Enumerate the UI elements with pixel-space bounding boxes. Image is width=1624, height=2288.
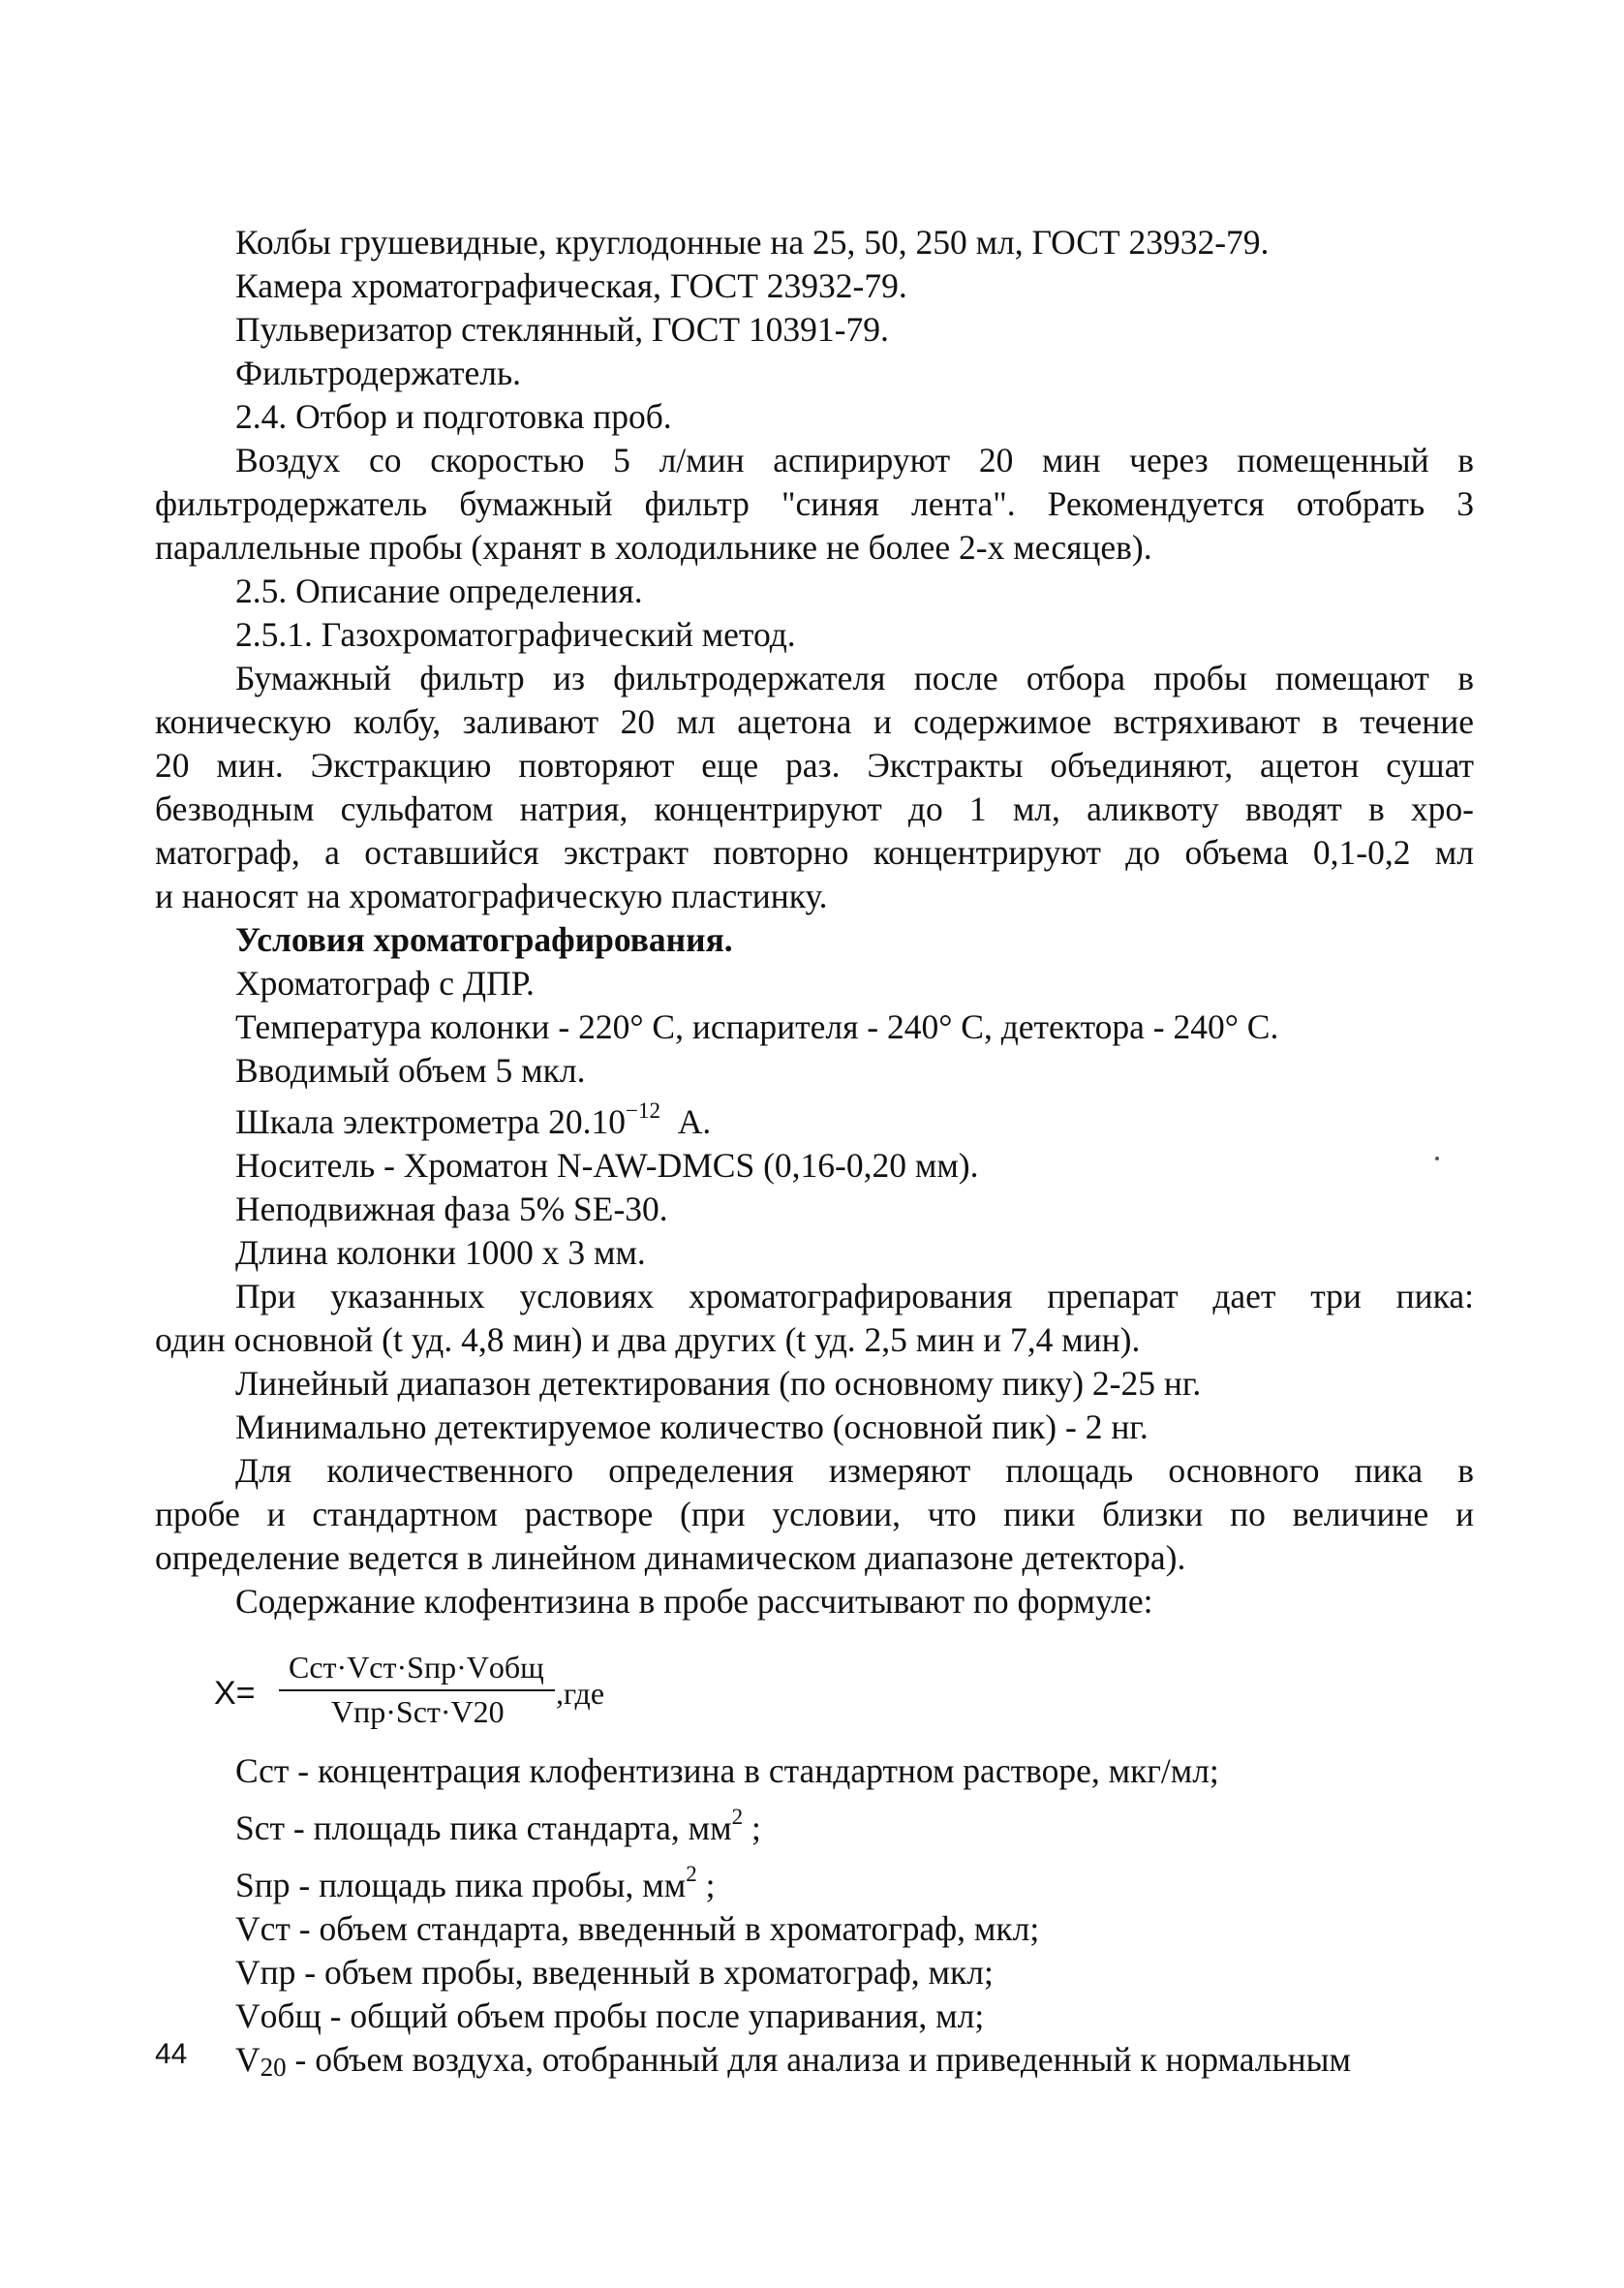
paragraph-line: определение ведется в линейном динамическом диапазоне детектора). — [155, 1538, 1186, 1577]
condition-line: Вводимый объем 5 мкл. — [235, 1051, 586, 1090]
legend-exponent: 2 — [686, 1862, 697, 1886]
section-heading-2-5: 2.5. Описание определения. — [235, 572, 643, 610]
paragraph-line: Содержание клофентизина в пробе рассчитывают по формуле: — [235, 1582, 1153, 1621]
formula-lhs: X= — [214, 1675, 256, 1712]
legend-exponent: 2 — [731, 1805, 744, 1829]
legend-tail: ; — [743, 1809, 761, 1847]
legend-line: Сст - концентрация клофентизина в стандартном растворе, мкг/мл; — [235, 1751, 1219, 1790]
paragraph-line: Бумажный фильтр из фильтродержателя после отбора пробы помещают в — [235, 659, 1474, 697]
conditions-heading: Условия хроматографирования. — [235, 920, 733, 959]
concentration-formula — [155, 1649, 1474, 1742]
equipment-line: Пульверизатор стеклянный, ГОСТ 10391-79. — [235, 310, 889, 349]
legend-line — [155, 1807, 1474, 1850]
paragraph-line: Воздух со скоростью 5 л/мин аспирируют 20 мин через помещенный в — [235, 441, 1474, 479]
legend-text: Sпр - площадь пика пробы, мм — [235, 1866, 687, 1904]
legend-text: Sст - площадь пика стандарта, мм — [235, 1809, 732, 1847]
legend-text: V — [235, 2040, 260, 2079]
legend-tail: - объем воздуха, отобранный для анализа и приведенный к нормальным — [286, 2040, 1351, 2079]
electrometer-exponent: −12 — [625, 1098, 660, 1123]
section-heading-2-4: 2.4. Отбор и подготовка проб. — [235, 397, 672, 436]
condition-line: Носитель - Хроматон N-AW-DMCS (0,16-0,20 мм). — [235, 1146, 979, 1185]
page-body — [155, 221, 1474, 2089]
paragraph-line: один основной (t уд. 4,8 мин) и два других (t уд. 2,5 мин и 7,4 мин). — [155, 1320, 1141, 1359]
paragraph-line: коническую колбу, заливают 20 мл ацетона и содержимое встряхивают в течение — [155, 702, 1474, 741]
page-number: 44 — [155, 2038, 188, 2070]
equipment-line: Фильтродержатель. — [235, 354, 522, 392]
paragraph-line: Линейный диапазон детектирования (по основному пику) 2-25 нг. — [235, 1364, 1202, 1403]
formula-suffix: ,где — [556, 1676, 605, 1711]
paragraph-line: параллельные пробы (хранят в холодильнике не более 2-х месяцев). — [155, 528, 1152, 567]
legend-line: Vст - объем стандарта, введенный в хроматограф, мкл; — [235, 1909, 1040, 1948]
condition-line: Неподвижная фаза 5% SE-30. — [235, 1190, 668, 1228]
section-heading-2-5-1: 2.5.1. Газохроматографический метод. — [235, 615, 796, 654]
legend-line: Vпр - объем пробы, введенный в хроматограф, мкл; — [235, 1953, 994, 1992]
paragraph-line: безводным сульфатом натрия, концентрируют до 1 мл, аликвоту вводят в хро- — [155, 789, 1474, 828]
legend-line: Vобщ - общий объем пробы после упаривания, мл; — [235, 1996, 985, 2035]
paragraph-line: пробе и стандартном растворе (при условии, что пики близки по величине и — [155, 1495, 1474, 1533]
condition-line: Температура колонки - 220° С, испарителя - 240° С, детектора - 240° С. — [235, 1007, 1279, 1046]
fraction-bar — [279, 1689, 555, 1691]
paragraph-line: и наносят на хроматографическую пластинку. — [155, 877, 828, 915]
paragraph-line: Для количественного определения измеряют площадь основного пика в — [235, 1451, 1474, 1490]
paragraph-line: 20 мин. Экстракцию повторяют еще раз. Экстракты объединяют, ацетон сушат — [155, 746, 1474, 785]
equipment-line: Камера хроматографическая, ГОСТ 23932-79. — [235, 266, 907, 305]
condition-line-electrometer — [155, 1100, 1474, 1144]
legend-line — [155, 1864, 1474, 1907]
condition-line: Длина колонки 1000 х 3 мм. — [235, 1233, 646, 1272]
legend-line — [155, 2038, 1474, 2089]
paragraph-line: матограф, а оставшийся экстракт повторно концентрируют до объема 0,1-0,2 мл — [155, 833, 1474, 872]
electrometer-unit: А. — [659, 1102, 712, 1141]
legend-tail: ; — [696, 1866, 716, 1904]
formula-numerator: Cст·Vст·Sпр·Vобщ — [289, 1650, 544, 1685]
formula-denominator: Vпр·Sст·V20 — [331, 1694, 505, 1729]
paragraph-line: фильтродержатель бумажный фильтр "синяя лента". Рекомендуется отобрать 3 — [155, 484, 1474, 523]
legend-subscript: 20 — [260, 2053, 287, 2082]
scan-speck — [1435, 1157, 1439, 1160]
electrometer-text: Шкала электрометра 20.10 — [235, 1102, 626, 1141]
condition-line: Хроматограф с ДПР. — [235, 964, 535, 1003]
paragraph-line: При указанных условиях хроматографирования препарат дает три пика: — [235, 1277, 1474, 1315]
equipment-line: Колбы грушевидные, круглодонные на 25, 50, 250 мл, ГОСТ 23932-79. — [235, 223, 1270, 262]
paragraph-line: Минимально детектируемое количество (основной пик) - 2 нг. — [235, 1407, 1149, 1446]
